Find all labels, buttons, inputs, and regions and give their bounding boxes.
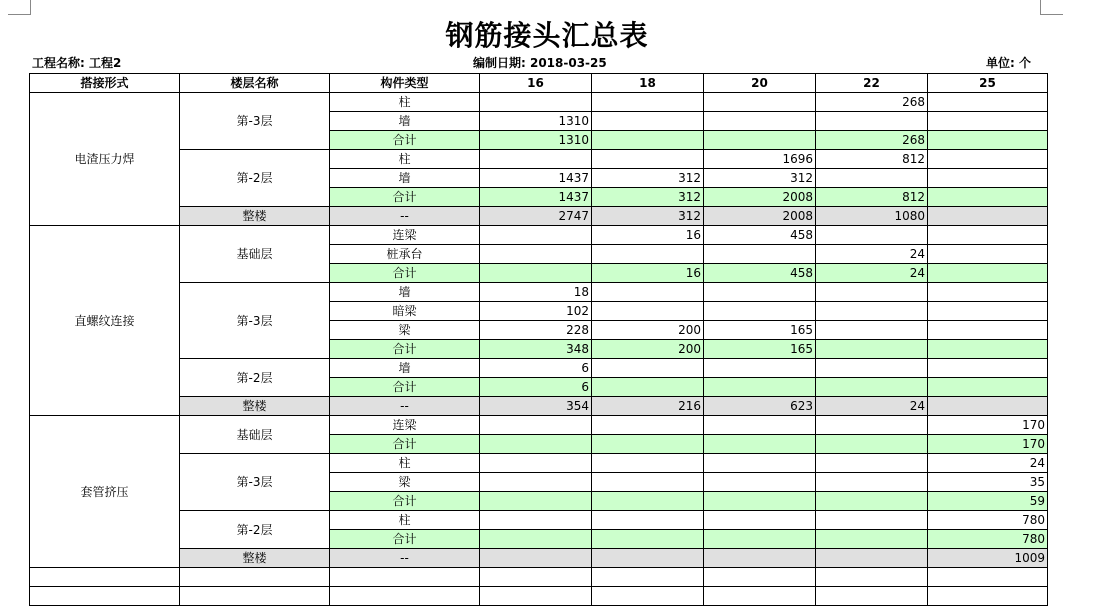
component-cell: 合计 xyxy=(330,131,480,150)
component-cell: 柱 xyxy=(330,511,480,530)
table-row xyxy=(30,93,1048,112)
value-cell: 458 xyxy=(704,264,816,283)
value-cell xyxy=(816,112,928,131)
empty-cell xyxy=(592,568,704,587)
value-cell xyxy=(592,511,704,530)
value-cell xyxy=(592,359,704,378)
component-cell: -- xyxy=(330,397,480,416)
component-cell: 合计 xyxy=(330,378,480,397)
joint-type-cell: 直螺纹连接 xyxy=(30,226,180,416)
value-cell xyxy=(928,188,1048,207)
value-cell xyxy=(816,169,928,188)
value-cell xyxy=(816,492,928,511)
value-cell xyxy=(704,245,816,264)
value-cell xyxy=(704,416,816,435)
value-cell: 102 xyxy=(480,302,592,321)
value-cell: 2747 xyxy=(480,207,592,226)
value-cell xyxy=(816,302,928,321)
value-cell xyxy=(816,226,928,245)
value-cell xyxy=(592,131,704,150)
value-cell xyxy=(928,226,1048,245)
value-cell: 623 xyxy=(704,397,816,416)
value-cell xyxy=(704,302,816,321)
value-cell: 165 xyxy=(704,340,816,359)
value-cell xyxy=(480,150,592,169)
table-row xyxy=(30,416,1048,435)
value-cell: 228 xyxy=(480,321,592,340)
value-cell xyxy=(816,530,928,549)
empty-cell xyxy=(330,587,480,606)
value-cell xyxy=(592,245,704,264)
component-cell: 柱 xyxy=(330,150,480,169)
component-cell: 墙 xyxy=(330,283,480,302)
floor-cell: 第-3层 xyxy=(180,93,330,150)
value-cell xyxy=(928,340,1048,359)
header-joint-type: 搭接形式 xyxy=(30,74,180,93)
value-cell xyxy=(816,283,928,302)
value-cell: 200 xyxy=(592,321,704,340)
value-cell: 24 xyxy=(816,245,928,264)
crop-mark-left xyxy=(8,0,31,15)
value-cell xyxy=(592,435,704,454)
component-cell: 暗梁 xyxy=(330,302,480,321)
component-cell: 连梁 xyxy=(330,416,480,435)
empty-cell xyxy=(480,568,592,587)
value-cell xyxy=(704,112,816,131)
value-cell xyxy=(704,359,816,378)
value-cell: 2008 xyxy=(704,188,816,207)
header-dia-22: 22 xyxy=(816,74,928,93)
value-cell xyxy=(928,150,1048,169)
component-cell: 连梁 xyxy=(330,226,480,245)
value-cell xyxy=(704,511,816,530)
floor-cell: 第-3层 xyxy=(180,454,330,511)
value-cell: 165 xyxy=(704,321,816,340)
value-cell: 24 xyxy=(816,264,928,283)
component-cell: -- xyxy=(330,549,480,568)
value-cell xyxy=(928,245,1048,264)
component-cell: 合计 xyxy=(330,530,480,549)
value-cell xyxy=(480,93,592,112)
component-cell: 合计 xyxy=(330,340,480,359)
value-cell: 1009 xyxy=(928,549,1048,568)
value-cell: 16 xyxy=(592,264,704,283)
value-cell xyxy=(928,112,1048,131)
empty-cell xyxy=(928,587,1048,606)
value-cell: 24 xyxy=(816,397,928,416)
value-cell xyxy=(704,530,816,549)
value-cell xyxy=(704,93,816,112)
value-cell: 1437 xyxy=(480,169,592,188)
value-cell: 18 xyxy=(480,283,592,302)
header-component: 构件类型 xyxy=(330,74,480,93)
value-cell: 348 xyxy=(480,340,592,359)
floor-cell: 基础层 xyxy=(180,416,330,454)
component-cell: 墙 xyxy=(330,169,480,188)
value-cell xyxy=(480,435,592,454)
header-dia-25: 25 xyxy=(928,74,1048,93)
value-cell: 812 xyxy=(816,188,928,207)
value-cell: 1310 xyxy=(480,131,592,150)
unit-label: 单位: 个 xyxy=(986,56,1031,70)
value-cell: 354 xyxy=(480,397,592,416)
header-floor: 楼层名称 xyxy=(180,74,330,93)
component-cell: 合计 xyxy=(330,264,480,283)
floor-cell: 整楼 xyxy=(180,207,330,226)
floor-cell: 第-2层 xyxy=(180,511,330,549)
floor-cell: 第-2层 xyxy=(180,359,330,397)
empty-cell xyxy=(816,587,928,606)
value-cell xyxy=(480,492,592,511)
value-cell xyxy=(816,473,928,492)
floor-cell: 整楼 xyxy=(180,397,330,416)
value-cell: 312 xyxy=(592,207,704,226)
value-cell xyxy=(592,112,704,131)
empty-cell xyxy=(30,587,180,606)
value-cell: 59 xyxy=(928,492,1048,511)
table-row xyxy=(30,454,1048,473)
table-row xyxy=(30,511,1048,530)
value-cell: 6 xyxy=(480,359,592,378)
value-cell xyxy=(592,530,704,549)
value-cell: 312 xyxy=(592,169,704,188)
table-row xyxy=(30,150,1048,169)
value-cell: 1437 xyxy=(480,188,592,207)
component-cell: 合计 xyxy=(330,435,480,454)
value-cell: 1080 xyxy=(816,207,928,226)
value-cell xyxy=(704,435,816,454)
value-cell xyxy=(592,283,704,302)
joint-type-cell: 电渣压力焊 xyxy=(30,93,180,226)
compile-date: 编制日期: 2018-03-25 xyxy=(473,56,607,70)
component-cell: 柱 xyxy=(330,454,480,473)
component-cell: 柱 xyxy=(330,93,480,112)
empty-cell xyxy=(30,568,180,587)
header-row xyxy=(30,74,1048,93)
component-cell: -- xyxy=(330,207,480,226)
value-cell xyxy=(480,530,592,549)
value-cell xyxy=(480,416,592,435)
value-cell: 780 xyxy=(928,530,1048,549)
value-cell xyxy=(480,511,592,530)
value-cell xyxy=(816,321,928,340)
empty-cell xyxy=(704,568,816,587)
value-cell: 268 xyxy=(816,93,928,112)
value-cell xyxy=(928,169,1048,188)
empty-row xyxy=(30,568,1048,587)
value-cell: 812 xyxy=(816,150,928,169)
value-cell: 35 xyxy=(928,473,1048,492)
value-cell: 312 xyxy=(592,188,704,207)
value-cell xyxy=(592,473,704,492)
value-cell xyxy=(816,454,928,473)
empty-cell xyxy=(330,568,480,587)
value-cell xyxy=(928,131,1048,150)
building-total-row xyxy=(30,397,1048,416)
joint-type-cell: 套管挤压 xyxy=(30,416,180,568)
floor-cell: 第-3层 xyxy=(180,283,330,359)
value-cell xyxy=(816,416,928,435)
value-cell xyxy=(592,454,704,473)
header-dia-20: 20 xyxy=(704,74,816,93)
value-cell: 1310 xyxy=(480,112,592,131)
component-cell: 墙 xyxy=(330,359,480,378)
crop-mark-right xyxy=(1040,0,1063,15)
value-cell: 170 xyxy=(928,416,1048,435)
value-cell xyxy=(928,378,1048,397)
value-cell xyxy=(704,473,816,492)
empty-cell xyxy=(480,587,592,606)
value-cell xyxy=(816,435,928,454)
value-cell xyxy=(480,549,592,568)
value-cell xyxy=(704,131,816,150)
component-cell: 桩承台 xyxy=(330,245,480,264)
empty-cell xyxy=(816,568,928,587)
component-cell: 合计 xyxy=(330,188,480,207)
summary-table xyxy=(29,73,1048,606)
value-cell xyxy=(592,302,704,321)
empty-cell xyxy=(592,587,704,606)
value-cell xyxy=(704,378,816,397)
header-dia-18: 18 xyxy=(592,74,704,93)
value-cell xyxy=(928,359,1048,378)
value-cell xyxy=(480,245,592,264)
building-total-row xyxy=(30,549,1048,568)
value-cell: 6 xyxy=(480,378,592,397)
value-cell xyxy=(592,549,704,568)
value-cell xyxy=(928,321,1048,340)
component-cell: 墙 xyxy=(330,112,480,131)
value-cell xyxy=(592,416,704,435)
value-cell: 170 xyxy=(928,435,1048,454)
floor-cell: 第-2层 xyxy=(180,150,330,207)
value-cell xyxy=(928,397,1048,416)
value-cell: 312 xyxy=(704,169,816,188)
value-cell: 780 xyxy=(928,511,1048,530)
value-cell xyxy=(480,473,592,492)
value-cell xyxy=(704,492,816,511)
value-cell xyxy=(816,340,928,359)
value-cell: 200 xyxy=(592,340,704,359)
floor-cell: 整楼 xyxy=(180,549,330,568)
value-cell xyxy=(816,359,928,378)
header-dia-16: 16 xyxy=(480,74,592,93)
empty-cell xyxy=(180,587,330,606)
component-cell: 合计 xyxy=(330,492,480,511)
value-cell xyxy=(592,93,704,112)
value-cell: 16 xyxy=(592,226,704,245)
table-row xyxy=(30,359,1048,378)
value-cell xyxy=(816,511,928,530)
table-row xyxy=(30,283,1048,302)
value-cell: 268 xyxy=(816,131,928,150)
value-cell xyxy=(704,549,816,568)
value-cell xyxy=(592,378,704,397)
table-body xyxy=(30,93,1048,606)
value-cell xyxy=(816,378,928,397)
empty-cell xyxy=(928,568,1048,587)
value-cell xyxy=(592,492,704,511)
value-cell xyxy=(928,93,1048,112)
value-cell xyxy=(928,264,1048,283)
value-cell xyxy=(480,264,592,283)
component-cell: 梁 xyxy=(330,473,480,492)
value-cell: 216 xyxy=(592,397,704,416)
empty-row xyxy=(30,587,1048,606)
value-cell xyxy=(816,549,928,568)
project-name: 工程名称: 工程2 xyxy=(32,56,122,70)
value-cell xyxy=(928,207,1048,226)
value-cell: 458 xyxy=(704,226,816,245)
value-cell xyxy=(480,226,592,245)
component-cell: 梁 xyxy=(330,321,480,340)
value-cell xyxy=(480,454,592,473)
empty-cell xyxy=(180,568,330,587)
value-cell xyxy=(928,283,1048,302)
table-row xyxy=(30,226,1048,245)
value-cell xyxy=(704,454,816,473)
value-cell: 2008 xyxy=(704,207,816,226)
value-cell: 1696 xyxy=(704,150,816,169)
floor-cell: 基础层 xyxy=(180,226,330,283)
building-total-row xyxy=(30,207,1048,226)
value-cell xyxy=(592,150,704,169)
value-cell xyxy=(704,283,816,302)
value-cell xyxy=(928,302,1048,321)
value-cell: 24 xyxy=(928,454,1048,473)
report-title: 钢筋接头汇总表 xyxy=(445,19,649,52)
empty-cell xyxy=(704,587,816,606)
